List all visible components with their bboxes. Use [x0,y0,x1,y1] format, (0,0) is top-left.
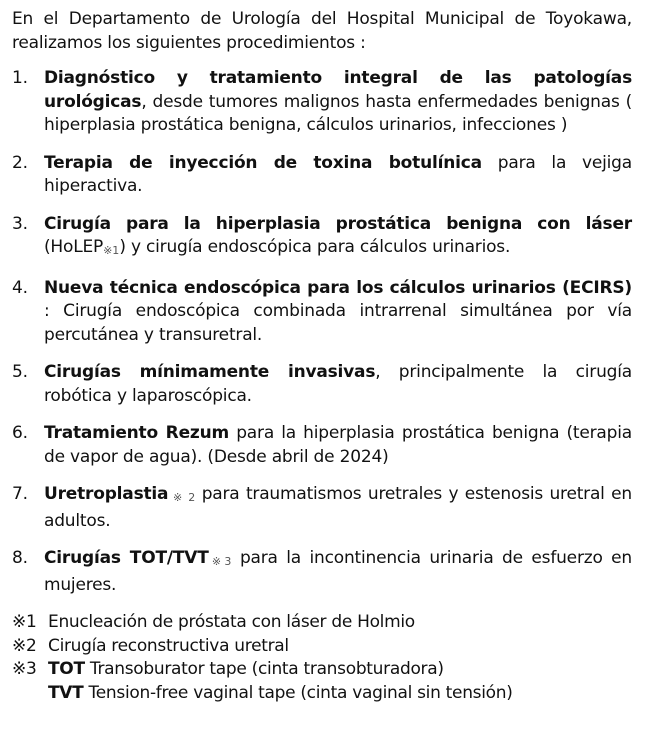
item-title: Nueva técnica endoscópica para los cálculos urinarios (ECIRS) [44,277,632,298]
item-text: , desde tumores malignos hasta enfermedades benignas ( hiperplasia prostática benigna, cálculos urinarios, infecciones ) [44,91,632,135]
footnote-ref: ※1 [103,244,120,257]
item-number: 5. [12,362,28,382]
footnote-ref: ※3 [208,555,232,568]
footnote-text: Enucleación de próstata con láser de Holmio [48,612,415,632]
list-item [12,152,632,199]
footnotes [12,611,632,705]
item-number: 2. [12,152,28,173]
item-text: para la hiperplasia prostática benigna (terapia de vapor de agua). (Desde abril de 2024) [44,423,632,467]
item-number: 1. [12,68,28,88]
item-number: 8. [12,548,28,568]
list-item [12,67,632,138]
item-title: Terapia de inyección de toxina botulínica [44,152,482,173]
item-text: para la incontinencia urinaria de esfuerzo en mujeres. [44,548,632,595]
item-number: 6. [12,423,28,443]
item-number: 4. [12,277,28,298]
footnote-ref: ※ 2 [168,491,196,504]
item-title: Uretroplastia [44,484,169,504]
footnote-text: Transoburator tape (cinta transobturadora) [84,659,444,679]
item-title: Tratamiento Rezum [44,423,230,443]
footnote-mark: ※3 [12,659,37,679]
item-text: para traumatismos uretrales y estenosis uretral en adultos. [44,484,632,531]
list-item [12,483,632,533]
item-title: Diagnóstico y tratamiento integral de las patologías urológicas [44,68,632,112]
footnote-term: TVT [48,682,84,703]
intro-paragraph: En el Departamento de Urología del Hospital Municipal de Toyokawa, realizamos los siguientes procedimientos : [12,9,632,53]
footnote-mark: ※1 [12,612,37,632]
footnote [12,658,632,682]
item-title: Cirugía para la hiperplasia prostática benigna con láser [44,213,632,234]
item-number: 7. [12,484,28,504]
item-number: 3. [12,213,28,234]
item-text-cont: ) y cirugía endoscópica para cálculos urinarios. [119,237,511,257]
item-title: Cirugías TOT/TVT [44,548,209,568]
item-title: Cirugías mínimamente invasivas [44,362,376,382]
item-text: , principalmente la cirugía robótica y laparoscópica. [44,362,632,406]
footnote-text: Cirugía reconstructiva uretral [48,635,289,656]
list-item [12,361,632,408]
procedure-list [12,67,632,597]
list-item [12,422,632,469]
footnote [12,682,632,706]
list-item [12,547,632,597]
item-text: : Cirugía endoscópica combinada intrarrenal simultánea por vía percutánea y transuretral. [44,301,632,345]
footnote-text: Tension-free vaginal tape (cinta vaginal sin tensión) [83,682,513,703]
footnote [12,611,632,635]
list-item [12,277,632,348]
footnote-term: TOT [48,659,85,679]
list-item [12,213,632,263]
footnote [12,635,632,659]
item-text: (HoLEP [44,237,104,257]
footnote-mark: ※2 [12,635,37,656]
item-text: para la vejiga hiperactiva. [44,152,632,196]
